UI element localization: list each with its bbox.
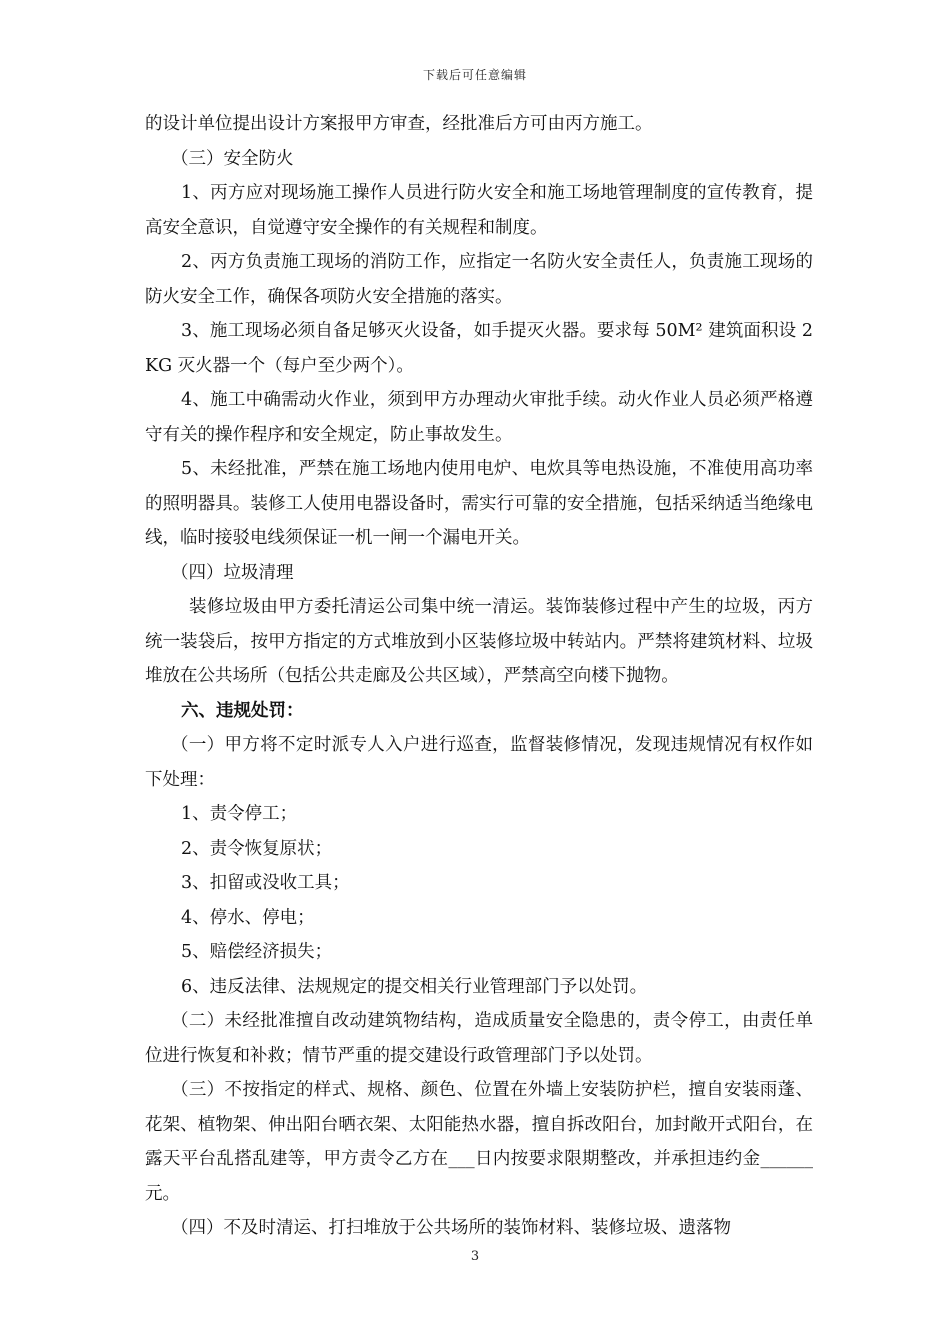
- paragraph: 6、违反法律、法规规定的提交相关行业管理部门予以处罚。: [181, 976, 648, 997]
- paragraph: （三）安全防火: [171, 148, 294, 169]
- paragraph: 4、施工中确需动火作业，须到甲方办理动火审批手续。动火作业人员必须严格遵守有关的操作程序和安全规定，防止事故发生。: [145, 390, 813, 445]
- paragraph: 5、未经批准，严禁在施工场地内使用电炉、电炊具等电热设施，不准使用高功率的照明器具。装修工人使用电器设备时，需实行可靠的安全措施，包括采纳适当绝缘电线，临时接驳电线须保证一机一闸一个漏电开关。: [145, 459, 813, 548]
- paragraph: （一）甲方将不定时派专人入户进行巡查，监督装修情况，发现违规情况有权作如下处理：: [145, 735, 813, 790]
- paragraph: 5、赔偿经济损失；: [181, 942, 333, 962]
- page-number: 3: [470, 1249, 480, 1264]
- document-body: [145, 107, 813, 1246]
- paragraph: 4、停水、停电；: [181, 907, 315, 928]
- paragraph: 装修垃圾由甲方委托清运公司集中统一清运。装饰装修过程中产生的垃圾，丙方统一装袋后，按甲方指定的方式堆放到小区装修垃圾中转站内。严禁将建筑材料、垃圾堆放在公共场所（包括公共走廊及公共区域），严禁高空向楼下抛物。: [145, 597, 813, 686]
- paragraph: （四）垃圾清理: [171, 562, 294, 583]
- paragraph: 3、施工现场必须自备足够灭火设备，如手提灭火器。要求每 50M² 建筑面积设 2KG 灭火器一个（每户至少两个）。: [145, 321, 813, 376]
- paragraph: （二）未经批准擅自改动建筑物结构，造成质量安全隐患的，责令停工，由责任单位进行恢复和补救；情节严重的提交建设行政管理部门予以处罚。: [145, 1011, 813, 1066]
- page-header: 下载后可任意编辑: [422, 68, 527, 82]
- section-heading: 六、违规处罚：: [181, 700, 304, 721]
- paragraph: 2、丙方负责施工现场的消防工作，应指定一名防火安全责任人，负责施工现场的防火安全工作，确保各项防火安全措施的落实。: [145, 252, 813, 307]
- paragraph: （四）不及时清运、打扫堆放于公共场所的装饰材料、装修垃圾、遗落物: [171, 1218, 731, 1238]
- paragraph: 2、责令恢复原状；: [181, 838, 333, 859]
- paragraph: 的设计单位提出设计方案报甲方审查，经批准后方可由丙方施工。: [145, 114, 653, 134]
- paragraph: （三）不按指定的样式、规格、颜色、位置在外墙上安装防护栏，擅自安装雨蓬、花架、植物架、伸出阳台晒衣架、太阳能热水器，擅自拆改阳台，加封敞开式阳台，在露天平台乱搭乱建等，甲方责令乙方在___日内按要求限期整改，并承担违约金______元。: [145, 1080, 813, 1204]
- paragraph: 3、扣留或没收工具；: [181, 873, 350, 893]
- paragraph: 1、责令停工；: [181, 804, 298, 824]
- paragraph: 1、丙方应对现场施工操作人员进行防火安全和施工场地管理制度的宣传教育，提高安全意识，自觉遵守安全操作的有关规程和制度。: [145, 183, 813, 238]
